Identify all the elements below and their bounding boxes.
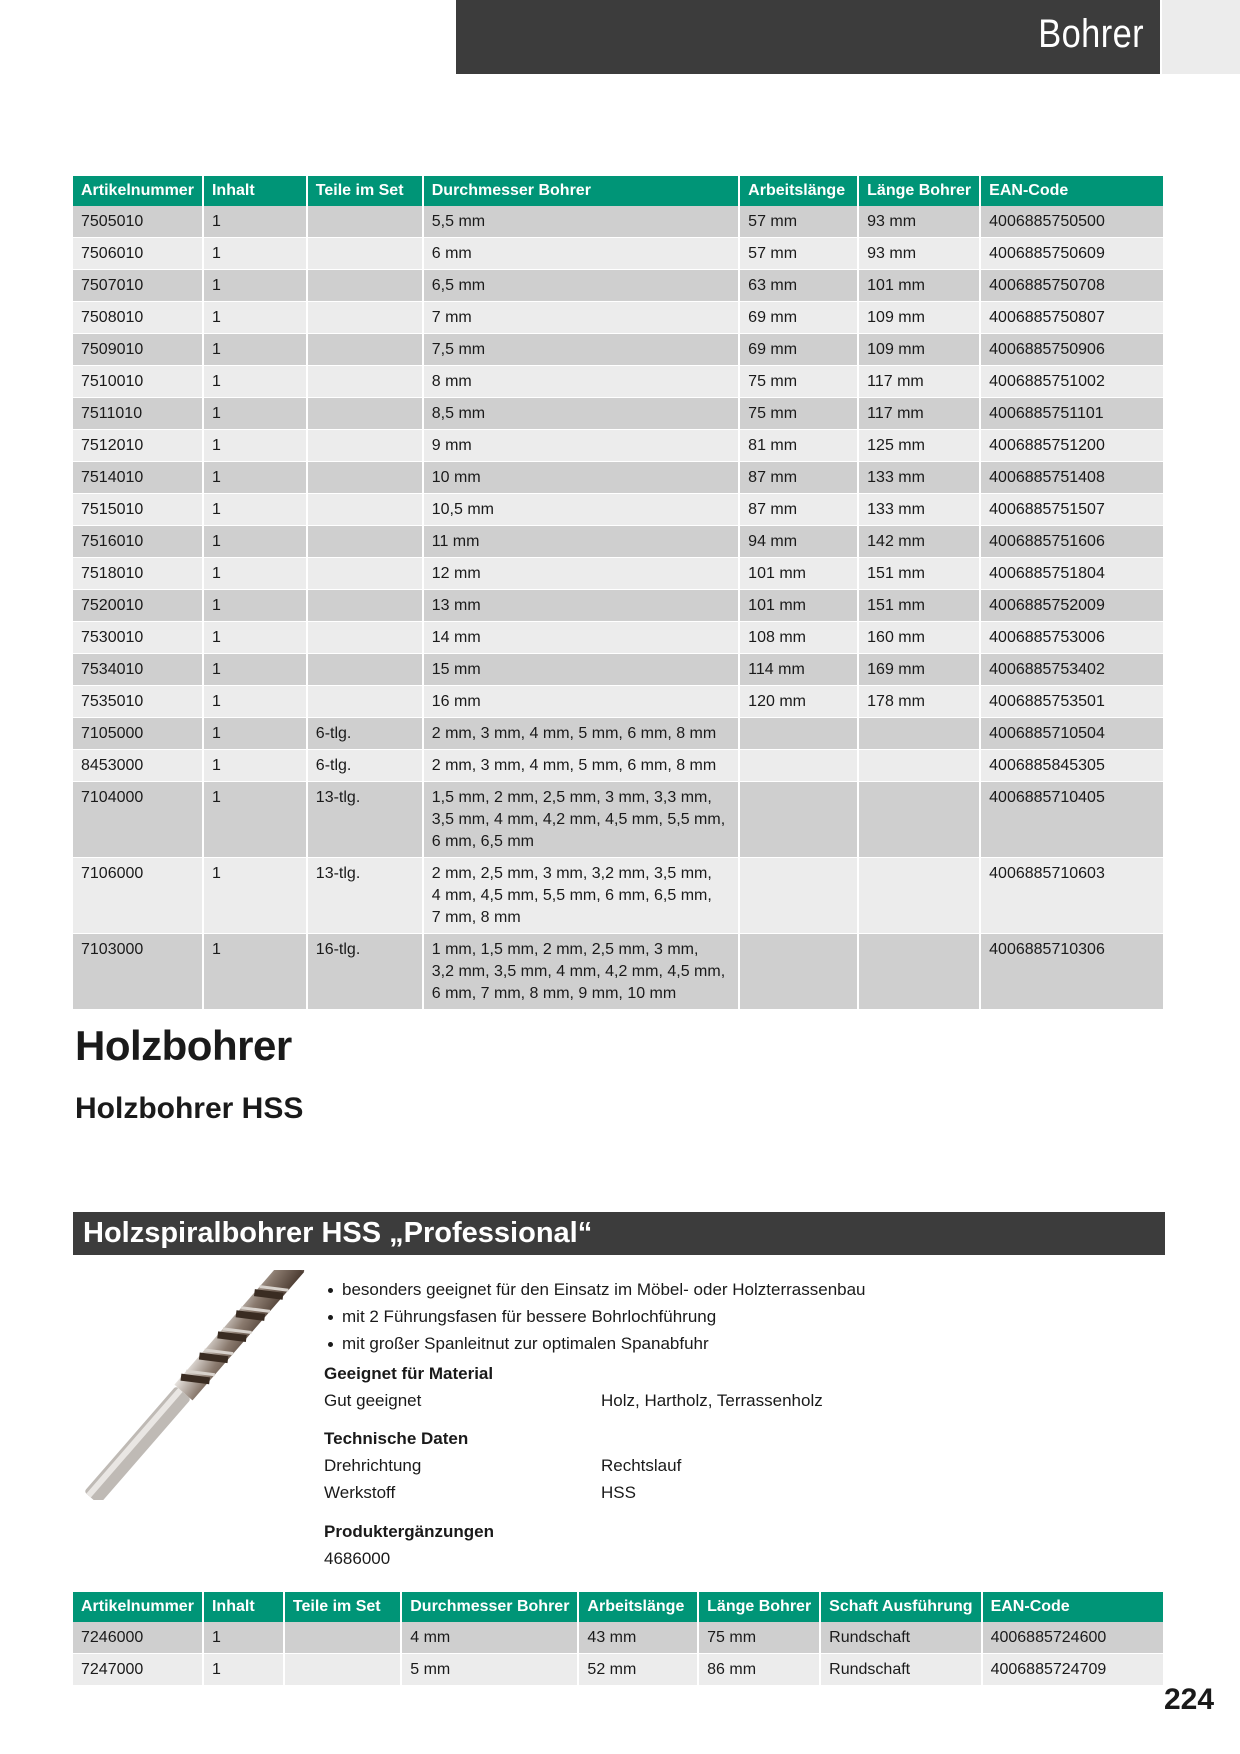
table-cell	[424, 782, 740, 858]
tech-label: Drehrichtung	[324, 1456, 422, 1475]
table-cell	[308, 622, 424, 654]
product-table-holzbohrer	[73, 1592, 1163, 1686]
table-cell: 4006885710504	[981, 718, 1163, 750]
table-cell: 109 mm	[859, 334, 981, 366]
table-cell	[859, 718, 981, 750]
table-cell: 13 mm	[424, 590, 740, 622]
table-cell	[859, 934, 981, 1010]
column-header: Artikelnummer	[73, 176, 204, 206]
table-cell: 1	[204, 750, 308, 782]
table-cell: 4006885751507	[981, 494, 1163, 526]
drill-bit-image	[70, 1270, 310, 1500]
table-cell: 1	[204, 430, 308, 462]
table-row	[73, 1622, 1163, 1654]
table-cell: 1	[204, 718, 308, 750]
table-cell: 4006885750500	[981, 206, 1163, 238]
column-header: Länge Bohrer	[699, 1592, 821, 1622]
table-cell: 1	[204, 558, 308, 590]
tech-value: HSS	[601, 1483, 636, 1502]
material-heading: Geeignet für Material	[324, 1364, 494, 1383]
table-cell: 4006885724600	[983, 1622, 1163, 1654]
table-cell: 4 mm	[402, 1622, 579, 1654]
table-cell	[308, 558, 424, 590]
accessories-value: 4686000	[324, 1549, 391, 1568]
table-header-row	[73, 176, 1163, 206]
table-cell: 4006885753006	[981, 622, 1163, 654]
table-row	[73, 334, 1163, 366]
table-cell	[308, 334, 424, 366]
table-cell: 8,5 mm	[424, 398, 740, 430]
table-cell	[285, 1654, 402, 1686]
table-cell	[308, 686, 424, 718]
cell-line: 1 mm, 1,5 mm, 2 mm, 2,5 mm, 3 mm,	[431, 941, 699, 958]
table-cell: 7 mm	[424, 302, 740, 334]
feature-list	[326, 1276, 866, 1357]
table-cell: 4006885751606	[981, 526, 1163, 558]
table-cell: 6 mm	[424, 238, 740, 270]
table-cell: 7509010	[73, 334, 204, 366]
table-cell: 1	[204, 462, 308, 494]
table-row	[73, 366, 1163, 398]
table-cell: 7520010	[73, 590, 204, 622]
tech-label: Werkstoff	[324, 1483, 396, 1502]
table-cell: 69 mm	[740, 302, 859, 334]
column-header: Durchmesser Bohrer	[424, 176, 740, 206]
table-cell: 75 mm	[740, 398, 859, 430]
table-cell: 10 mm	[424, 462, 740, 494]
table-cell	[740, 718, 859, 750]
table-row	[73, 718, 1163, 750]
table-cell: 1	[204, 590, 308, 622]
table-cell: 57 mm	[740, 238, 859, 270]
table-cell: 75 mm	[740, 366, 859, 398]
table-cell: 16 mm	[424, 686, 740, 718]
table-row	[73, 462, 1163, 494]
table-row	[73, 858, 1163, 934]
table-cell: 7515010	[73, 494, 204, 526]
table-row	[73, 494, 1163, 526]
section-heading: Holzbohrer	[75, 1022, 292, 1069]
table-cell: 1	[204, 526, 308, 558]
table-cell: 1	[204, 398, 308, 430]
table-cell: 6,5 mm	[424, 270, 740, 302]
table-row	[73, 270, 1163, 302]
column-header: EAN-Code	[981, 176, 1163, 206]
table-cell: 75 mm	[699, 1622, 821, 1654]
table-cell: 1	[204, 782, 308, 858]
table-cell: 13-tlg.	[308, 858, 424, 934]
table-cell	[740, 858, 859, 934]
table-row	[73, 1654, 1163, 1686]
table-cell: 4006885753501	[981, 686, 1163, 718]
column-header: Inhalt	[204, 176, 308, 206]
table-cell: 7518010	[73, 558, 204, 590]
table-cell: 1	[204, 858, 308, 934]
table-cell: 4006885752009	[981, 590, 1163, 622]
table-cell	[308, 206, 424, 238]
section-subheading: Holzbohrer HSS	[75, 1092, 304, 1125]
table-cell: 101 mm	[740, 558, 859, 590]
table-cell: 87 mm	[740, 462, 859, 494]
table-cell: 7514010	[73, 462, 204, 494]
table-cell	[859, 750, 981, 782]
table-cell: 7535010	[73, 686, 204, 718]
table-cell	[740, 782, 859, 858]
table-cell: 2 mm, 3 mm, 4 mm, 5 mm, 6 mm, 8 mm	[424, 750, 740, 782]
table-cell: 1	[204, 270, 308, 302]
table-cell	[859, 858, 981, 934]
column-header: Länge Bohrer	[859, 176, 981, 206]
table-cell	[308, 430, 424, 462]
table-cell: 11 mm	[424, 526, 740, 558]
table-row	[73, 934, 1163, 1010]
table-cell: 120 mm	[740, 686, 859, 718]
table-cell: 5,5 mm	[424, 206, 740, 238]
table-cell: 4006885753402	[981, 654, 1163, 686]
column-header: Schaft Ausführung	[821, 1592, 982, 1622]
table-cell	[308, 398, 424, 430]
table-cell: 86 mm	[699, 1654, 821, 1686]
table-cell: 12 mm	[424, 558, 740, 590]
table-cell: 6-tlg.	[308, 718, 424, 750]
table-cell: 7508010	[73, 302, 204, 334]
table-cell: 7505010	[73, 206, 204, 238]
table-cell: 4006885710405	[981, 782, 1163, 858]
table-cell: 109 mm	[859, 302, 981, 334]
table-cell: 93 mm	[859, 238, 981, 270]
table-cell	[424, 858, 740, 934]
cell-line: 3,2 mm, 3,5 mm, 4 mm, 4,2 mm, 4,5 mm,	[431, 963, 726, 980]
table-cell: 7104000	[73, 782, 204, 858]
table-cell: 6-tlg.	[308, 750, 424, 782]
table-cell	[859, 782, 981, 858]
table-cell: 1	[204, 494, 308, 526]
table-cell: 87 mm	[740, 494, 859, 526]
table-cell: 1	[204, 334, 308, 366]
table-cell: 4006885751200	[981, 430, 1163, 462]
table-cell: 169 mm	[859, 654, 981, 686]
table-cell: 4006885751408	[981, 462, 1163, 494]
table-cell: 7530010	[73, 622, 204, 654]
table-cell: 1	[204, 206, 308, 238]
accessories-heading: Produktergänzungen	[324, 1522, 495, 1541]
table-cell: 101 mm	[859, 270, 981, 302]
table-row	[73, 206, 1163, 238]
cell-line: 2 mm, 2,5 mm, 3 mm, 3,2 mm, 3,5 mm,	[431, 865, 712, 882]
table-cell: 94 mm	[740, 526, 859, 558]
tech-heading: Technische Daten	[324, 1429, 469, 1448]
table-cell: 178 mm	[859, 686, 981, 718]
table-row	[73, 622, 1163, 654]
table-cell	[285, 1622, 402, 1654]
table-cell: 133 mm	[859, 462, 981, 494]
table-cell: 4006885750807	[981, 302, 1163, 334]
table-cell: 7534010	[73, 654, 204, 686]
table-cell: 1	[204, 622, 308, 654]
table-cell: 4006885751002	[981, 366, 1163, 398]
column-header: EAN-Code	[983, 1592, 1163, 1622]
table-cell: 69 mm	[740, 334, 859, 366]
cell-line: 3,5 mm, 4 mm, 4,2 mm, 4,5 mm, 5,5 mm,	[431, 811, 726, 828]
table-cell: 7106000	[73, 858, 204, 934]
table-row	[73, 750, 1163, 782]
table-cell: 7103000	[73, 934, 204, 1010]
table-cell: 10,5 mm	[424, 494, 740, 526]
table-cell: 8 mm	[424, 366, 740, 398]
table-cell: 142 mm	[859, 526, 981, 558]
product-title: Holzspiralbohrer HSS „Professional“	[83, 1217, 593, 1249]
table-cell	[308, 238, 424, 270]
table-cell	[308, 590, 424, 622]
table-cell: 14 mm	[424, 622, 740, 654]
table-cell: Rundschaft	[821, 1622, 982, 1654]
feature-item: besonders geeignet für den Einsatz im Möbel- oder Holzterrassenbau	[326, 1276, 866, 1303]
table-cell: 4006885710306	[981, 934, 1163, 1010]
table-cell	[740, 750, 859, 782]
table-cell: 1	[204, 686, 308, 718]
column-header: Artikelnummer	[73, 1592, 204, 1622]
table-cell: 1	[204, 654, 308, 686]
header-tab	[1162, 0, 1240, 74]
header-title: Bohrer	[1038, 12, 1144, 56]
table-cell: 151 mm	[859, 558, 981, 590]
table-cell: 4006885751804	[981, 558, 1163, 590]
table-cell: 9 mm	[424, 430, 740, 462]
table-cell: 2 mm, 3 mm, 4 mm, 5 mm, 6 mm, 8 mm	[424, 718, 740, 750]
table-cell: 4006885751101	[981, 398, 1163, 430]
table-cell: 125 mm	[859, 430, 981, 462]
cell-line: 6 mm, 7 mm, 8 mm, 9 mm, 10 mm	[431, 985, 677, 1002]
table-cell: 7511010	[73, 398, 204, 430]
table-cell: 151 mm	[859, 590, 981, 622]
table-cell: 160 mm	[859, 622, 981, 654]
table-cell: 7246000	[73, 1622, 204, 1654]
cell-line: 4 mm, 4,5 mm, 5,5 mm, 6 mm, 6,5 mm,	[431, 887, 712, 904]
table-cell: 93 mm	[859, 206, 981, 238]
table-cell: 1	[204, 238, 308, 270]
table-cell: 133 mm	[859, 494, 981, 526]
table-row	[73, 302, 1163, 334]
table-cell: 15 mm	[424, 654, 740, 686]
table-cell: 57 mm	[740, 206, 859, 238]
table-cell: 7247000	[73, 1654, 204, 1686]
column-header: Durchmesser Bohrer	[402, 1592, 579, 1622]
table-cell: 8453000	[73, 750, 204, 782]
table-cell: 4006885750609	[981, 238, 1163, 270]
feature-item: mit großer Spanleitnut zur optimalen Spanabfuhr	[326, 1330, 866, 1357]
table-cell	[308, 494, 424, 526]
material-value: Holz, Hartholz, Terrassenholz	[601, 1391, 823, 1410]
table-row	[73, 430, 1163, 462]
column-header: Teile im Set	[285, 1592, 402, 1622]
table-cell: 5 mm	[402, 1654, 579, 1686]
column-header: Inhalt	[204, 1592, 285, 1622]
table-row	[73, 654, 1163, 686]
table-row	[73, 398, 1163, 430]
table-cell: 52 mm	[579, 1654, 699, 1686]
column-header: Arbeitslänge	[579, 1592, 699, 1622]
table-cell: 4006885724709	[983, 1654, 1163, 1686]
table-cell: 4006885710603	[981, 858, 1163, 934]
table-cell: 7516010	[73, 526, 204, 558]
table-cell: 4006885845305	[981, 750, 1163, 782]
table-cell: 7,5 mm	[424, 334, 740, 366]
table-cell: 114 mm	[740, 654, 859, 686]
table-cell: 1	[204, 1622, 285, 1654]
header-bar	[456, 0, 1160, 74]
table-cell: 101 mm	[740, 590, 859, 622]
table-row	[73, 686, 1163, 718]
table-cell	[308, 654, 424, 686]
table-cell: 4006885750708	[981, 270, 1163, 302]
table-row	[73, 526, 1163, 558]
column-header: Arbeitslänge	[740, 176, 859, 206]
table-cell	[308, 366, 424, 398]
table-cell: 7507010	[73, 270, 204, 302]
table-row	[73, 238, 1163, 270]
table-cell: 16-tlg.	[308, 934, 424, 1010]
tech-value: Rechtslauf	[601, 1456, 682, 1475]
table-cell: 1	[204, 934, 308, 1010]
table-cell: 81 mm	[740, 430, 859, 462]
table-cell: 1	[204, 302, 308, 334]
table-header-row	[73, 1592, 1163, 1622]
table-cell: 7510010	[73, 366, 204, 398]
cell-line: 7 mm, 8 mm	[431, 909, 521, 926]
table-cell: 1	[204, 1654, 285, 1686]
table-cell: 7105000	[73, 718, 204, 750]
table-cell: 117 mm	[859, 366, 981, 398]
table-cell	[308, 270, 424, 302]
table-cell: 1	[204, 366, 308, 398]
table-cell: 117 mm	[859, 398, 981, 430]
page-number: 224	[1164, 1683, 1215, 1716]
product-title-bar	[73, 1212, 1165, 1255]
table-cell	[308, 302, 424, 334]
table-cell: 7512010	[73, 430, 204, 462]
column-header: Teile im Set	[308, 176, 424, 206]
table-cell: Rundschaft	[821, 1654, 982, 1686]
table-row	[73, 590, 1163, 622]
table-cell: 108 mm	[740, 622, 859, 654]
table-cell	[308, 462, 424, 494]
table-cell: 13-tlg.	[308, 782, 424, 858]
cell-line: 6 mm, 6,5 mm	[431, 833, 534, 850]
feature-item: mit 2 Führungsfasen für bessere Bohrlochführung	[326, 1303, 866, 1330]
table-cell: 63 mm	[740, 270, 859, 302]
table-row	[73, 782, 1163, 858]
table-cell	[308, 526, 424, 558]
table-cell	[424, 934, 740, 1010]
table-row	[73, 558, 1163, 590]
table-cell: 7506010	[73, 238, 204, 270]
table-cell	[740, 934, 859, 1010]
material-label: Gut geeignet	[324, 1391, 422, 1410]
cell-line: 1,5 mm, 2 mm, 2,5 mm, 3 mm, 3,3 mm,	[431, 789, 712, 806]
product-table-bohrer	[73, 176, 1163, 1010]
table-cell: 43 mm	[579, 1622, 699, 1654]
table-cell: 4006885750906	[981, 334, 1163, 366]
